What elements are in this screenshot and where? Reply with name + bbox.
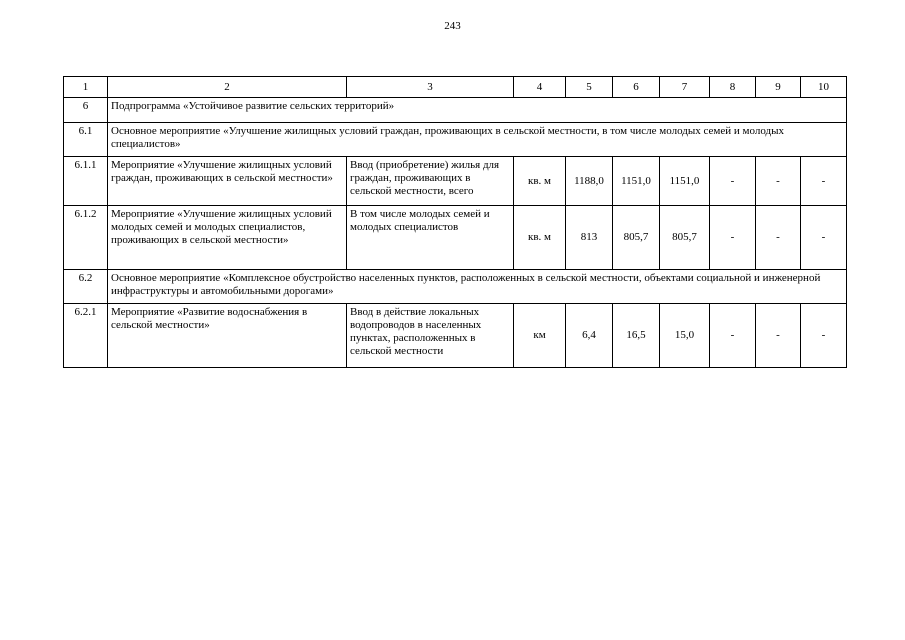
column-header: 8 [710,77,756,98]
value-cell: 15,0 [660,304,710,368]
value-cell: - [801,304,847,368]
value-cell: - [710,157,756,206]
measure-cell: Мероприятие «Улучшение жилищных условий граждан, проживающих в сельской местности» [108,157,347,206]
column-header: 5 [566,77,613,98]
row-number: 6.1.2 [64,206,108,270]
value-cell: - [756,157,801,206]
value-cell: - [801,157,847,206]
value-cell: 16,5 [613,304,660,368]
column-header: 10 [801,77,847,98]
program-table [63,76,847,368]
page-number: 243 [444,20,461,32]
indicator-cell: В том числе молодых семей и молодых специалистов [347,206,514,270]
column-header: 9 [756,77,801,98]
value-cell: 1188,0 [566,157,613,206]
value-cell: 1151,0 [613,157,660,206]
main-activity-row [64,123,847,157]
column-header: 6 [613,77,660,98]
unit-cell: кв. м [514,206,566,270]
measure-cell: Мероприятие «Развитие водоснабжения в сельской местности» [108,304,347,368]
main-activity-title: Основное мероприятие «Комплексное обустройство населенных пунктов, расположенных в сельской местности, объектами социальной и инженерной инфраструктуры и автомобильными дорогами» [108,270,847,304]
subprogram-title: Подпрограмма «Устойчивое развитие сельских территорий» [108,98,847,123]
table-row [64,206,847,270]
row-number: 6.1.1 [64,157,108,206]
subprogram-row [64,98,847,123]
column-header: 1 [64,77,108,98]
table-header-row [64,77,847,98]
unit-cell: км [514,304,566,368]
column-header: 2 [108,77,347,98]
value-cell: - [801,206,847,270]
value-cell: 805,7 [613,206,660,270]
column-header: 4 [514,77,566,98]
column-header: 7 [660,77,710,98]
value-cell: - [756,206,801,270]
measure-cell: Мероприятие «Улучшение жилищных условий молодых семей и молодых специалистов, проживающих в сельской местности» [108,206,347,270]
main-activity-row [64,270,847,304]
row-number: 6.2 [64,270,108,304]
value-cell: 6,4 [566,304,613,368]
row-number: 6.1 [64,123,108,157]
indicator-cell: Ввод в действие локальных водопроводов в населенных пунктах, расположенных в сельской местности [347,304,514,368]
value-cell: - [756,304,801,368]
table-row [64,157,847,206]
column-header: 3 [347,77,514,98]
table-row [64,304,847,368]
unit-cell: кв. м [514,157,566,206]
indicator-cell: Ввод (приобретение) жилья для граждан, проживающих в сельской местности, всего [347,157,514,206]
value-cell: 813 [566,206,613,270]
main-activity-title: Основное мероприятие «Улучшение жилищных условий граждан, проживающих в сельской местности, в том числе молодых семей и молодых специалистов» [108,123,847,157]
row-number: 6.2.1 [64,304,108,368]
value-cell: 805,7 [660,206,710,270]
row-number: 6 [64,98,108,123]
value-cell: - [710,304,756,368]
value-cell: - [710,206,756,270]
value-cell: 1151,0 [660,157,710,206]
